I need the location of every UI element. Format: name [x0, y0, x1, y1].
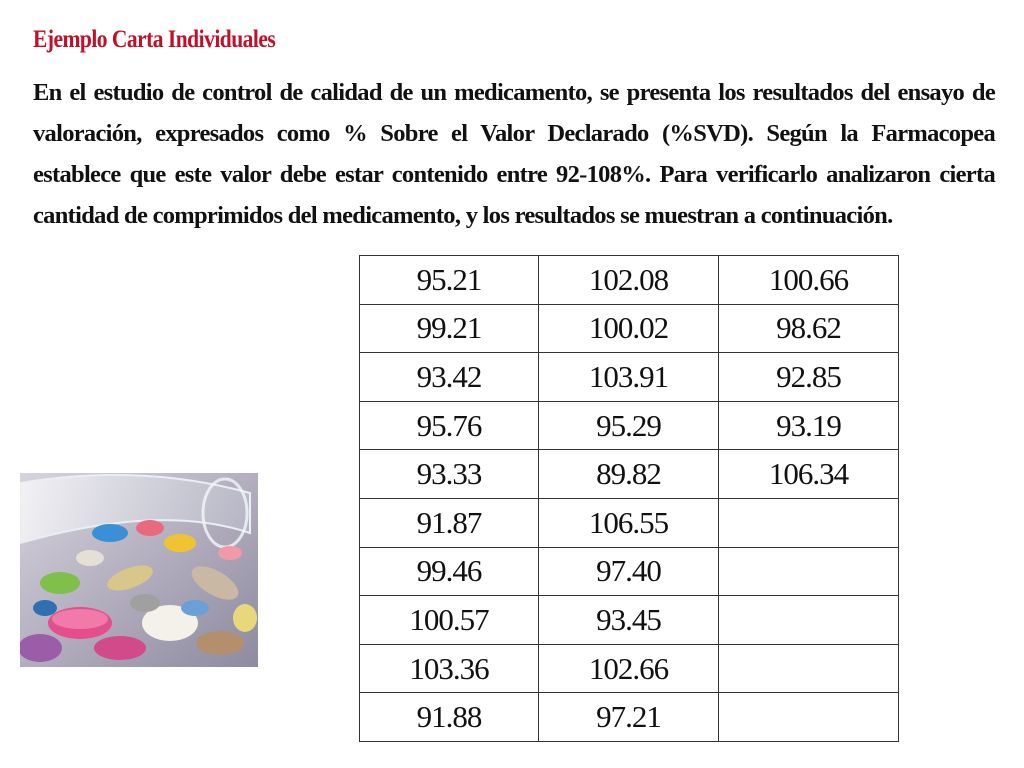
- table-cell: 100.66: [719, 256, 899, 305]
- table-cell: 102.66: [539, 644, 719, 693]
- table-cell: 97.21: [539, 693, 719, 742]
- table-row: [360, 401, 899, 450]
- slide-title: Ejemplo Carta Individuales: [33, 26, 276, 53]
- table-row: [360, 304, 899, 353]
- table-row: [360, 693, 899, 742]
- table-row: [360, 353, 899, 402]
- table-cell: 100.57: [360, 596, 539, 645]
- table-cell: 99.46: [360, 547, 539, 596]
- table-cell: 103.91: [539, 353, 719, 402]
- table-cell: [719, 547, 899, 596]
- table-row: [360, 644, 899, 693]
- table-cell: 106.55: [539, 498, 719, 547]
- table-cell: 106.34: [719, 450, 899, 499]
- table-cell: 93.19: [719, 401, 899, 450]
- table-cell: 98.62: [719, 304, 899, 353]
- table-row: [360, 547, 899, 596]
- pills-photo-icon: [20, 473, 258, 667]
- table-cell: [719, 693, 899, 742]
- table-row: [360, 596, 899, 645]
- table-cell: 93.33: [360, 450, 539, 499]
- table-row: [360, 256, 899, 305]
- table-cell: 95.21: [360, 256, 539, 305]
- table-cell: 89.82: [539, 450, 719, 499]
- table-cell: 93.45: [539, 596, 719, 645]
- table-cell: 95.76: [360, 401, 539, 450]
- results-table: [359, 255, 899, 742]
- table-cell: 91.88: [360, 693, 539, 742]
- table-cell: [719, 644, 899, 693]
- table-cell: 92.85: [719, 353, 899, 402]
- table-cell: 102.08: [539, 256, 719, 305]
- intro-paragraph: En el estudio de control de calidad de un medicamento, se presenta los resultados del ensayo de valoración, expresados como % Sobre el Valor Declarado (%SVD). Según la Farmacopea establece que este valor debe estar contenido entre 92-108%. Para verificarlo analizaron cierta cantidad de comprimidos del medicamento, y los resultados se muestran a continuación.: [33, 79, 995, 229]
- table-cell: 103.36: [360, 644, 539, 693]
- table-cell: 91.87: [360, 498, 539, 547]
- table-cell: 93.42: [360, 353, 539, 402]
- table-cell: 99.21: [360, 304, 539, 353]
- table-cell: 95.29: [539, 401, 719, 450]
- table-cell: [719, 498, 899, 547]
- table-cell: 100.02: [539, 304, 719, 353]
- table-cell: 97.40: [539, 547, 719, 596]
- table-row: [360, 450, 899, 499]
- table-row: [360, 498, 899, 547]
- table-cell: [719, 596, 899, 645]
